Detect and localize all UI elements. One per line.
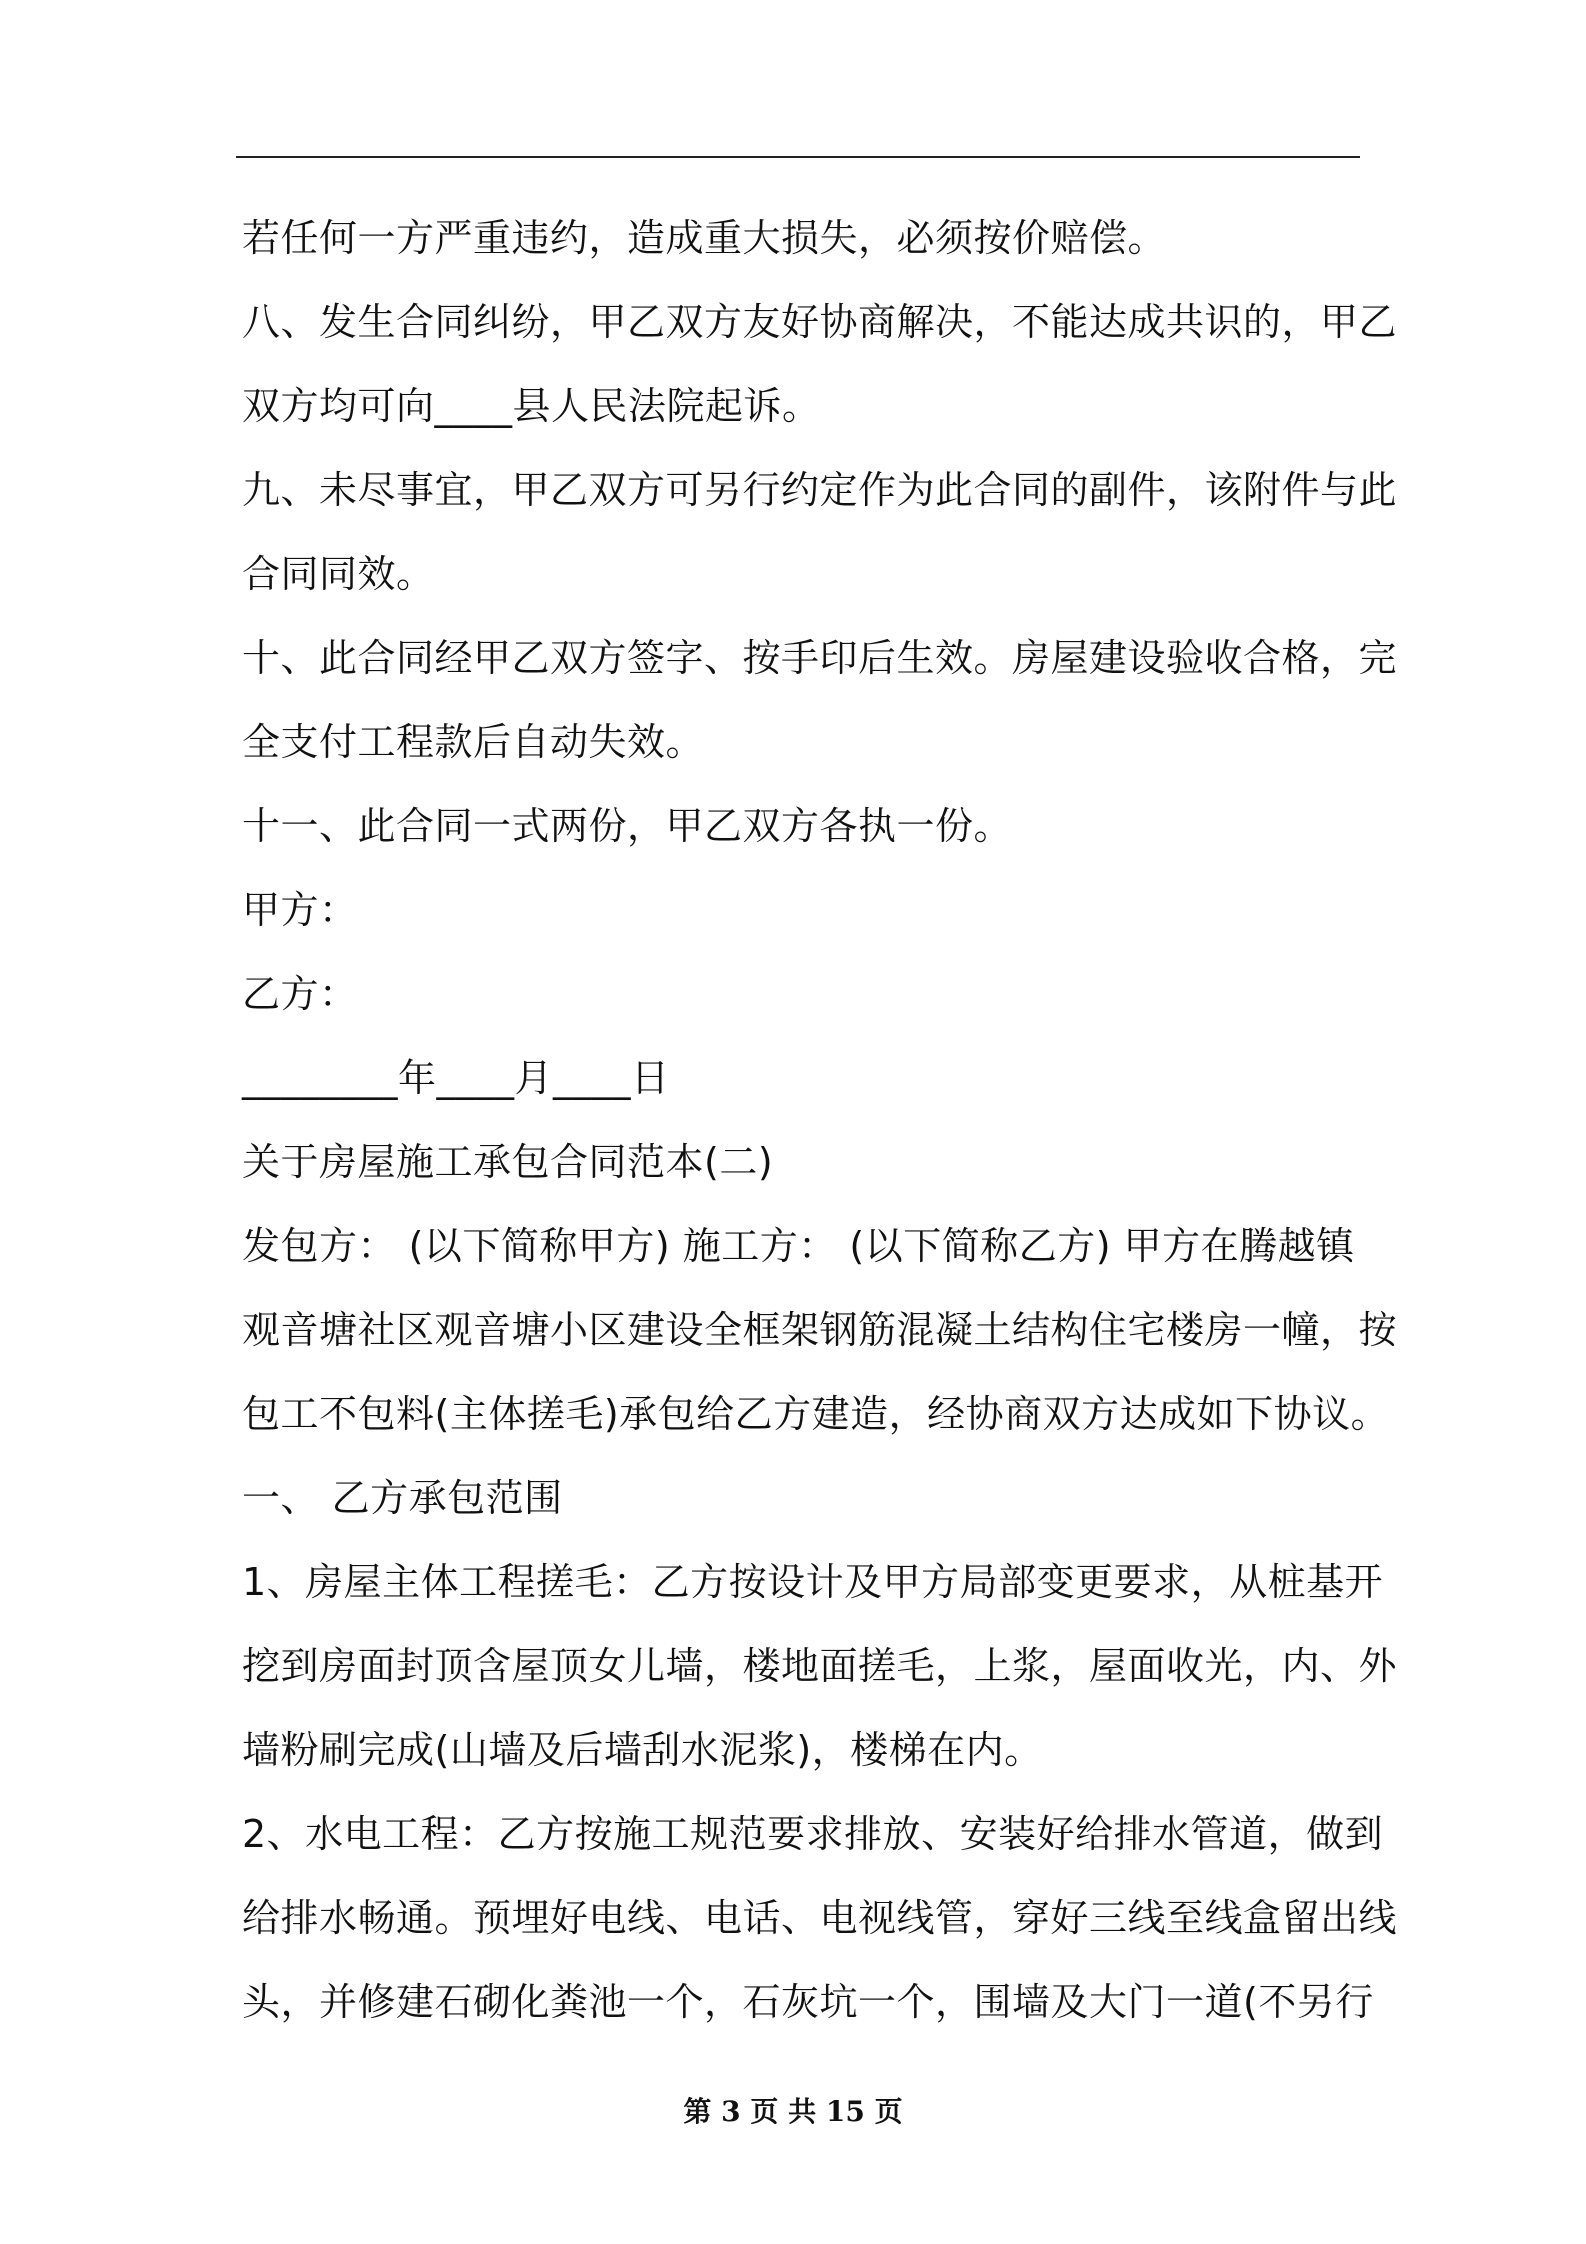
clause-heading: 一、 乙方承包范围	[242, 1476, 563, 1520]
text-line: 若任何一方严重违约，造成重大损失，必须按价赔偿。	[242, 216, 1167, 260]
section-title: 关于房屋施工承包合同范本(二)	[242, 1140, 774, 1184]
header-rule	[236, 156, 1360, 158]
text-line: 十一、此合同一式两份，甲乙双方各执一份。	[242, 804, 1013, 848]
page-number-footer: 第 3 页 共 15 页	[683, 2095, 903, 2128]
text-line: 合同同效。	[242, 552, 435, 596]
text-line: 发包方： (以下简称甲方) 施工方： (以下简称乙方) 甲方在腾越镇	[242, 1224, 1355, 1268]
text-line: 挖到房面封顶含屋顶女儿墙，楼地面搓毛，上浆，屋面收光，内、外	[242, 1644, 1398, 1688]
text-line: 九、未尽事宜，甲乙双方可另行约定作为此合同的副件，该附件与此	[242, 468, 1398, 512]
text-line: 八、发生合同纠纷，甲乙双方友好协商解决，不能达成共识的，甲乙	[242, 300, 1398, 344]
text-line: 包工不包料(主体搓毛)承包给乙方建造，经协商双方达成如下协议。	[242, 1392, 1390, 1436]
text-line: 2、水电工程：乙方按施工规范要求排放、安装好给排水管道，做到	[242, 1812, 1384, 1856]
text-line: 1、房屋主体工程搓毛：乙方按设计及甲方局部变更要求，从桩基开	[242, 1560, 1384, 1604]
document-body	[242, 196, 1398, 2044]
text-line: 墙粉刷完成(山墙及后墙刮水泥浆)，楼梯在内。	[242, 1728, 1043, 1772]
text-line: 头，并修建石砌化粪池一个，石灰坑一个，围墙及大门一道(不另行	[242, 1980, 1374, 2024]
party-b-label: 乙方：	[242, 972, 358, 1016]
text-line: 全支付工程款后自动失效。	[242, 720, 705, 764]
text-line: 十、此合同经甲乙双方签字、按手印后生效。房屋建设验收合格，完	[242, 636, 1398, 680]
text-line: 双方均可向____县人民法院起诉。	[242, 384, 821, 428]
text-line: 给排水畅通。预埋好电线、电话、电视线管，穿好三线至线盒留出线	[242, 1896, 1398, 1940]
party-a-label: 甲方：	[242, 888, 358, 932]
text-line: 观音塘社区观音塘小区建设全框架钢筋混凝土结构住宅楼房一幢，按	[242, 1308, 1398, 1352]
date-line: ________年____月____日	[242, 1056, 670, 1100]
